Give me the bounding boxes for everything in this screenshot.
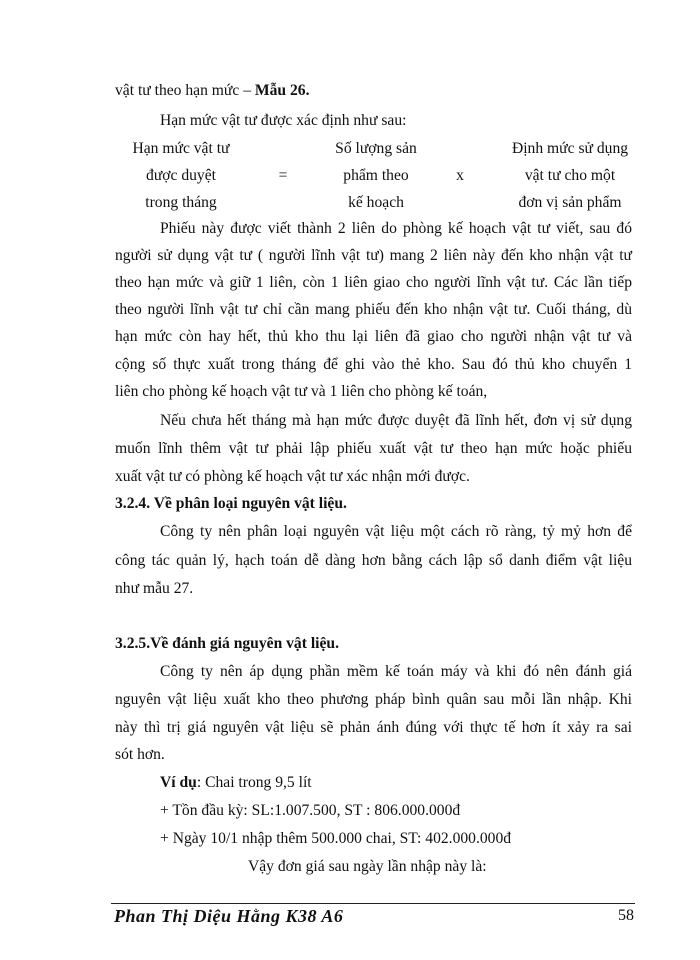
example-line (160, 773, 312, 793)
formula-left-line-1: Hạn mức vật tư (132, 140, 230, 157)
example-text: : Chai trong 9,5 lít (196, 774, 312, 791)
example-item-receipt: + Ngày 10/1 nhập thêm 500.000 chai, ST: 402.000.000đ (160, 830, 512, 847)
formula-right-line-3: đơn vị sản phẩm (518, 194, 622, 211)
footer-rule (111, 903, 635, 904)
example-item-opening-stock: + Tồn đầu kỳ: SL:1.007.500, ST : 806.000.000đ (160, 802, 461, 819)
formula-middle-line-2: phẩm theo (343, 167, 409, 184)
section-3-2-5-line-3: này thì trị giá nguyên vật liệu sẽ phản ánh đúng với thực tế hơn ít xảy ra sai (115, 719, 632, 736)
formula-equals-sign: = (278, 167, 288, 184)
example-label: Ví dụ (160, 774, 197, 791)
section-3-2-5-line-4: sót hơn. (115, 746, 165, 763)
formula-left-line-3: trong tháng (145, 194, 217, 211)
section-3-2-4-line-3: như mẫu 27. (115, 580, 194, 597)
section-3-2-4-line-2: công tác quản lý, hạch toán dễ dàng hơn bằng cách lập sổ danh điểm vật liệu (115, 552, 632, 569)
page-number: 58 (618, 907, 634, 924)
formula-right-line-1: Định mức sử dụng (511, 140, 629, 157)
intro-text: vật tư theo hạn mức – (115, 82, 255, 99)
paragraph-1-line-3: theo hạn mức và giữ 1 liên, còn 1 liên giao cho người lĩnh vật tư. Các lần tiếp (115, 274, 632, 291)
paragraph-1-line-7: liên cho phòng kế hoạch vật tư và 1 liên cho phòng kế toán, (115, 383, 488, 400)
formula-right-line-2: vật tư cho một (524, 167, 616, 184)
paragraph-2-line-2: muốn lĩnh thêm vật tư phải lập phiếu xuất vật tư theo hạn mức hoặc phiếu (115, 440, 632, 457)
section-3-2-5-line-2: nguyên vật liệu xuất kho theo phương pháp bình quân sau mỗi lần nhập. Khi (115, 691, 632, 708)
intro-line (115, 81, 309, 101)
paragraph-1-line-4: theo người lĩnh vật tư chỉ cần mang phiếu đến kho nhận vật tư. Cuối tháng, dù (115, 301, 632, 318)
paragraph-2-line-3: xuất vật tư có phòng kế hoạch vật tư xác nhận mới được. (115, 468, 470, 485)
formula-intro: Hạn mức vật tư được xác định như sau: (160, 112, 407, 129)
paragraph-2-line-1: Nếu chưa hết tháng mà hạn mức được duyệt đã lĩnh hết, đơn vị sử dụng (160, 412, 632, 429)
formula-middle-line-3: kế hoạch (348, 194, 404, 211)
paragraph-1-line-2: người sử dụng vật tư ( người lĩnh vật tư) mang 2 liên này đến kho nhận vật tư (115, 247, 632, 264)
formula-middle-line-1: Số lượng sản (335, 140, 417, 157)
paragraph-1-line-6: cộng số thực xuất trong tháng để ghi vào thẻ kho. Sau đó thủ kho chuyển 1 (115, 356, 632, 373)
section-3-2-5-heading: 3.2.5.Về đánh giá nguyên vật liệu. (115, 635, 339, 652)
form-reference: Mẫu 26. (254, 82, 310, 99)
footer-author: Phan Thị Diệu Hằng K38 A6 (114, 906, 344, 926)
section-3-2-5-line-1: Công ty nên áp dụng phần mềm kế toán máy và khi đó nên đánh giá (160, 663, 632, 680)
paragraph-1-line-1: Phiếu này được viết thành 2 liên do phòng kế hoạch vật tư viết, sau đó (160, 220, 632, 237)
section-3-2-4-line-1: Công ty nên phân loại nguyên vật liệu một cách rõ ràng, tỷ mỷ hơn để (160, 523, 632, 540)
formula-left-line-2: được duyệt (146, 167, 216, 184)
section-3-2-4-heading: 3.2.4. Về phân loại nguyên vật liệu. (115, 495, 347, 512)
formula-times-sign: x (456, 167, 464, 184)
paragraph-1-line-5: hạn mức còn hay hết, thủ kho thu lại liên đã giao cho người nhận vật tư và (115, 328, 632, 345)
example-conclusion: Vậy đơn giá sau ngày lần nhập này là: (248, 858, 487, 875)
